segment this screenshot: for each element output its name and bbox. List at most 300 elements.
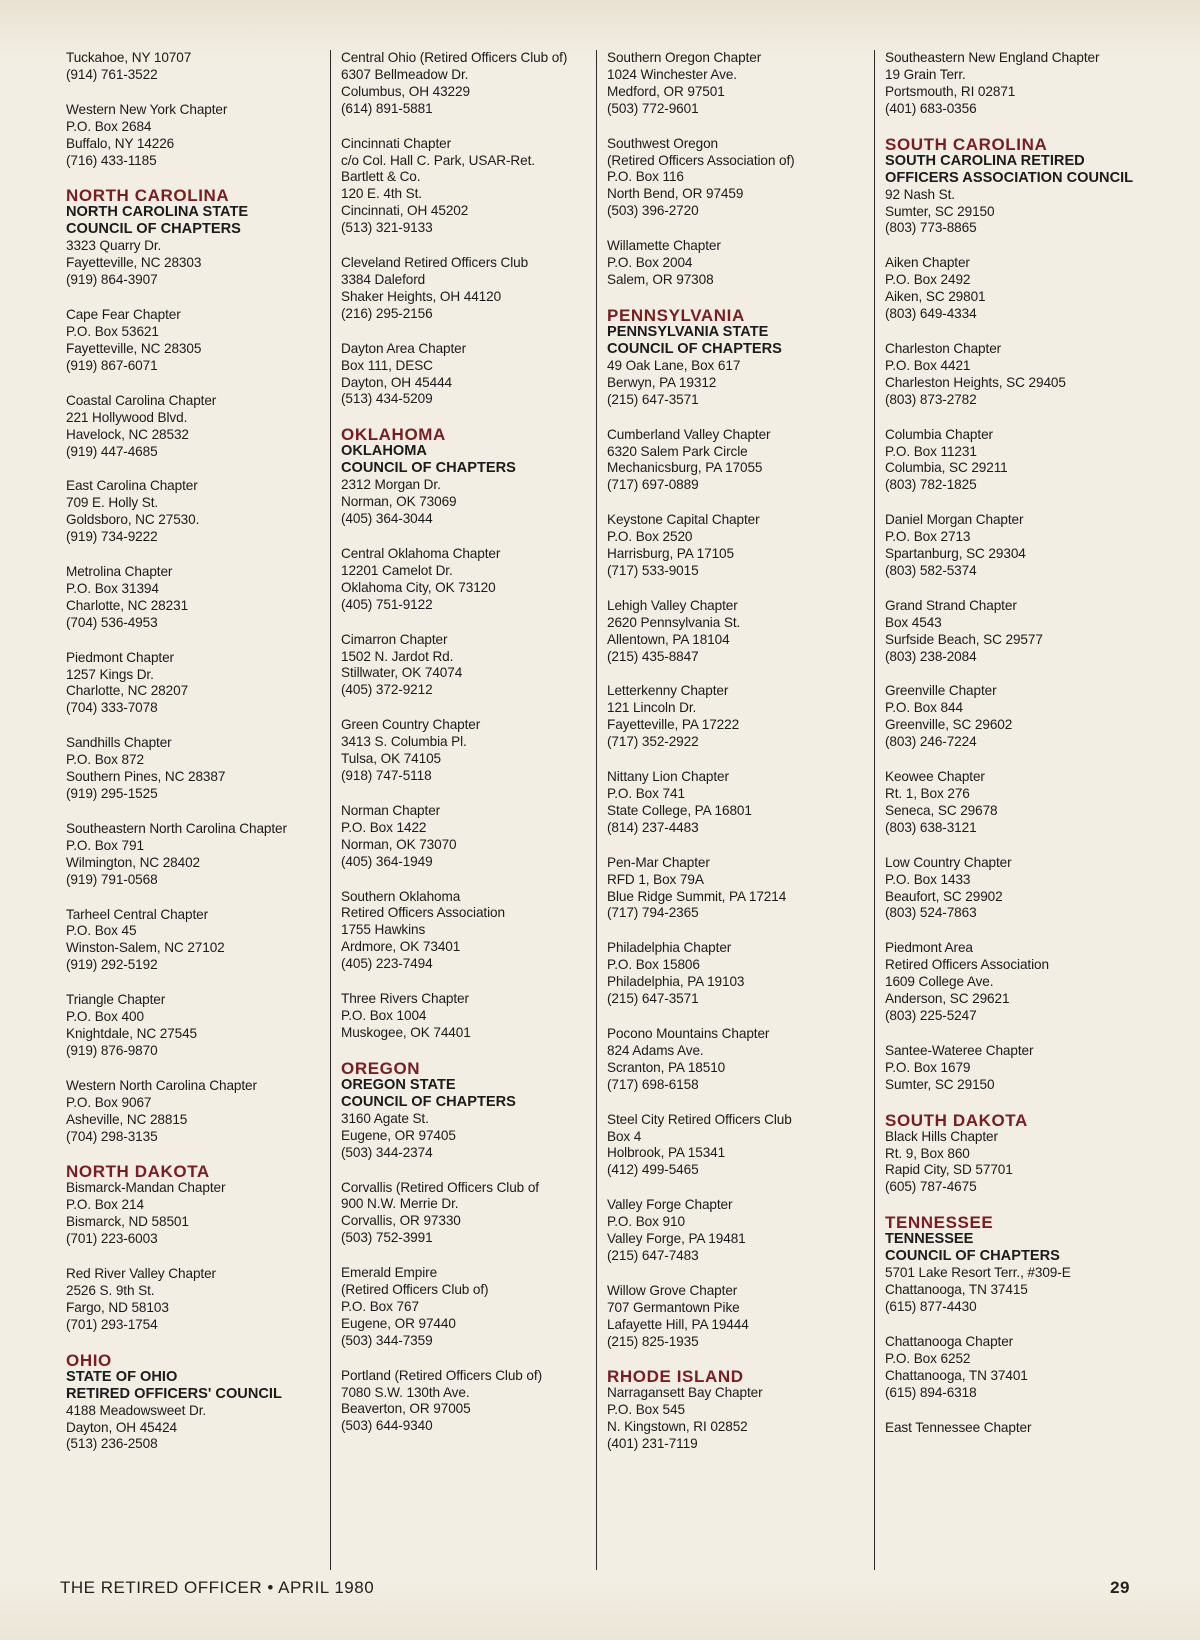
address-line: (503) 644-9340 xyxy=(341,1418,433,1434)
address-line: (405) 364-1949 xyxy=(341,853,433,869)
address-line: Fargo, ND 58103 xyxy=(66,1299,169,1315)
address-line: Bismarck-Mandan Chapter xyxy=(66,1180,226,1196)
address-line: Rt. 1, Box 276 xyxy=(885,786,970,801)
directory-column-2 xyxy=(330,50,592,1570)
address-line: (803) 524-7863 xyxy=(885,905,977,921)
address-line: 2526 S. 9th St. xyxy=(66,1282,155,1298)
chapter-entry xyxy=(885,512,1166,580)
address-line: 5701 Lake Resort Terr., #309-E xyxy=(885,1265,1071,1281)
address-line: Emerald Empire xyxy=(341,1265,438,1281)
state-heading: RHODE ISLAND xyxy=(607,1367,744,1387)
address-line: Lehigh Valley Chapter xyxy=(607,597,738,613)
address-line: 707 Germantown Pike xyxy=(607,1299,740,1315)
council-name-line: COUNCIL OF CHAPTERS xyxy=(341,460,516,477)
address-line: Shaker Heights, OH 44120 xyxy=(341,288,502,304)
address-line: (914) 761-3522 xyxy=(66,66,158,82)
address-line: 1755 Hawkins xyxy=(341,922,426,938)
address-line: Valley Forge, PA 19481 xyxy=(607,1231,746,1247)
address-line: Low Country Chapter xyxy=(885,854,1012,870)
address-line: (803) 246-7224 xyxy=(885,734,977,750)
address-line: Valley Forge Chapter xyxy=(607,1197,733,1213)
state-heading: OHIO xyxy=(66,1350,112,1370)
address-line: Bartlett & Co. xyxy=(341,169,421,185)
address-line: (513) 321-9133 xyxy=(341,220,433,236)
chapter-entry xyxy=(607,512,858,580)
address-line: Pocono Mountains Chapter xyxy=(607,1025,770,1041)
address-line: Metrolina Chapter xyxy=(66,564,173,580)
state-section xyxy=(66,1163,326,1248)
address-line: 2312 Morgan Dr. xyxy=(341,477,441,493)
chapter-entry xyxy=(66,650,326,718)
address-line: (405) 364-3044 xyxy=(341,511,433,527)
address-line: (919) 734-9222 xyxy=(66,529,158,545)
address-line: P.O. Box 214 xyxy=(66,1197,144,1213)
address-line: Narragansett Bay Chapter xyxy=(607,1385,763,1401)
chapter-entry xyxy=(607,50,858,118)
address-line: Dayton, OH 45444 xyxy=(341,374,452,390)
address-line: Ardmore, OK 73401 xyxy=(341,939,461,955)
address-line: (605) 787-4675 xyxy=(885,1179,977,1195)
address-line: (803) 638-3121 xyxy=(885,819,977,835)
chapter-entry xyxy=(341,546,592,614)
address-line: (919) 864-3907 xyxy=(66,272,158,288)
address-line: (503) 396-2720 xyxy=(607,203,699,219)
address-line: N. Kingstown, RI 02852 xyxy=(607,1419,748,1435)
publication-title: THE RETIRED OFFICER • APRIL 1980 xyxy=(60,1578,375,1597)
address-line: 4188 Meadowsweet Dr. xyxy=(66,1402,207,1418)
address-line: Keystone Capital Chapter xyxy=(607,512,760,528)
chapter-entry xyxy=(341,991,592,1042)
address-line: RFD 1, Box 79A xyxy=(607,871,704,887)
address-line: Pen-Mar Chapter xyxy=(607,854,710,870)
address-line: 120 E. 4th St. xyxy=(341,186,422,202)
address-line: P.O. Box 4421 xyxy=(885,357,971,373)
address-line: (704) 298-3135 xyxy=(66,1128,158,1144)
address-line: 6307 Bellmeadow Dr. xyxy=(341,66,469,82)
address-line: 121 Lincoln Dr. xyxy=(607,700,697,716)
chapter-entry xyxy=(66,307,326,375)
address-line: Medford, OR 97501 xyxy=(607,83,725,99)
address-line: P.O. Box 9067 xyxy=(66,1094,152,1110)
address-line: (918) 747-5118 xyxy=(341,768,432,783)
address-line: East Carolina Chapter xyxy=(66,478,198,494)
address-line: (717) 698-6158 xyxy=(607,1076,699,1092)
address-line: Cincinnati, OH 45202 xyxy=(341,203,469,219)
council-name-line: RETIRED OFFICERS' COUNCIL xyxy=(66,1385,282,1402)
address-line: Triangle Chapter xyxy=(66,992,166,1008)
chapter-entry xyxy=(341,1368,592,1436)
chapter-entry xyxy=(66,393,326,461)
chapter-entry xyxy=(885,769,1166,837)
address-line: (412) 499-5465 xyxy=(607,1162,699,1178)
address-line: 221 Hollywood Blvd. xyxy=(66,409,188,425)
chapter-entry xyxy=(66,478,326,546)
address-line: Asheville, NC 28815 xyxy=(66,1111,188,1127)
address-line: P.O. Box 53621 xyxy=(66,324,159,340)
chapter-entry xyxy=(885,940,1166,1025)
address-line: Norman, OK 73069 xyxy=(341,494,457,510)
address-line: Winston-Salem, NC 27102 xyxy=(66,940,225,956)
address-line: Tuckahoe, NY 10707 xyxy=(66,50,192,65)
address-line: Spartanburg, SC 29304 xyxy=(885,546,1026,562)
address-line: Anderson, SC 29621 xyxy=(885,991,1010,1007)
address-line: (803) 649-4334 xyxy=(885,306,977,322)
address-line: Southeastern New England Chapter xyxy=(885,50,1100,65)
address-line: P.O. Box 844 xyxy=(885,700,963,716)
chapter-entry xyxy=(607,1197,858,1265)
address-line: (803) 238-2084 xyxy=(885,648,977,664)
chapter-entry xyxy=(341,136,592,237)
address-line: Holbrook, PA 15341 xyxy=(607,1145,726,1161)
address-line: Western New York Chapter xyxy=(66,101,228,117)
state-section xyxy=(607,1368,858,1453)
address-line: (701) 223-6003 xyxy=(66,1231,158,1247)
council-name-line: COUNCIL OF CHAPTERS xyxy=(885,1248,1060,1265)
chapter-entry xyxy=(66,735,326,803)
address-line: P.O. Box 400 xyxy=(66,1009,144,1025)
address-line: (615) 877-4430 xyxy=(885,1299,977,1315)
address-line: Muskogee, OK 74401 xyxy=(341,1024,471,1040)
address-line: P.O. Box 910 xyxy=(607,1214,685,1230)
address-line: 1502 N. Jardot Rd. xyxy=(341,648,454,664)
address-line: (919) 791-0568 xyxy=(66,871,158,887)
chapter-entry xyxy=(607,940,858,1008)
address-line: Greenville, SC 29602 xyxy=(885,717,1013,733)
chapter-entry xyxy=(66,102,326,170)
address-line: Buffalo, NY 14226 xyxy=(66,135,175,151)
chapter-entry xyxy=(66,907,326,975)
address-line: (405) 223-7494 xyxy=(341,956,433,972)
address-line: P.O. Box 741 xyxy=(607,786,685,801)
state-section xyxy=(607,307,858,409)
address-line: (503) 344-7359 xyxy=(341,1332,433,1348)
address-line: Berwyn, PA 19312 xyxy=(607,374,717,390)
address-line: (803) 773-8865 xyxy=(885,220,977,236)
address-line: Retired Officers Association xyxy=(341,905,505,921)
council-name-line: SOUTH CAROLINA RETIRED xyxy=(885,152,1085,169)
state-heading: NORTH DAKOTA xyxy=(66,1162,210,1182)
address-line: Cumberland Valley Chapter xyxy=(607,426,771,442)
address-line: P.O. Box 872 xyxy=(66,752,144,768)
address-line: P.O. Box 1433 xyxy=(885,871,971,887)
address-line: Columbus, OH 43229 xyxy=(341,83,470,99)
address-line: Aiken, SC 29801 xyxy=(885,289,986,305)
chapter-entry xyxy=(341,1265,592,1350)
address-line: Rapid City, SD 57701 xyxy=(885,1162,1013,1178)
state-section xyxy=(66,1352,326,1454)
address-line: Keowee Chapter xyxy=(885,769,985,785)
address-line: Stillwater, OK 74074 xyxy=(341,665,463,681)
address-line: Letterkenny Chapter xyxy=(607,683,729,699)
address-line: (717) 533-9015 xyxy=(607,562,699,578)
address-line: Willow Grove Chapter xyxy=(607,1282,738,1298)
address-line: 7080 S.W. 130th Ave. xyxy=(341,1384,470,1400)
address-line: (919) 876-9870 xyxy=(66,1042,158,1058)
address-line: P.O. Box 45 xyxy=(66,923,137,939)
chapter-entry xyxy=(66,992,326,1060)
address-line: (704) 333-7078 xyxy=(66,700,158,716)
address-line: (919) 295-1525 xyxy=(66,786,158,801)
address-line: Fayetteville, PA 17222 xyxy=(607,717,740,733)
state-heading: OREGON xyxy=(341,1058,421,1078)
address-line: P.O. Box 6252 xyxy=(885,1350,971,1366)
chapter-entry xyxy=(607,683,858,751)
address-line: (717) 794-2365 xyxy=(607,905,699,921)
chapter-entry xyxy=(607,427,858,495)
council-name-line: OFFICERS ASSOCIATION COUNCIL xyxy=(885,169,1134,186)
chapter-entry xyxy=(341,889,592,974)
address-line: Central Oklahoma Chapter xyxy=(341,546,501,562)
address-line: Tarheel Central Chapter xyxy=(66,906,209,922)
address-line: Columbia, SC 29211 xyxy=(885,460,1008,476)
address-line: (615) 894-6318 xyxy=(885,1384,977,1400)
address-line: Box 111, DESC xyxy=(341,357,433,373)
state-section xyxy=(341,426,592,528)
address-line: Southern Oregon Chapter xyxy=(607,50,762,65)
state-section xyxy=(885,1214,1166,1316)
address-line: Cleveland Retired Officers Club xyxy=(341,255,529,271)
address-line: 709 E. Holly St. xyxy=(66,495,159,511)
address-line: Rt. 9, Box 860 xyxy=(885,1145,970,1161)
address-line: Eugene, OR 97405 xyxy=(341,1127,456,1143)
state-section xyxy=(66,187,326,289)
address-line: Southern Pines, NC 28387 xyxy=(66,769,226,785)
address-line: (716) 433-1185 xyxy=(66,152,157,168)
chapter-entry xyxy=(341,717,592,785)
address-line: Sandhills Chapter xyxy=(66,735,172,751)
address-line: Three Rivers Chapter xyxy=(341,991,469,1007)
address-line: East Tennessee Chapter xyxy=(885,1419,1032,1435)
address-line: Salem, OR 97308 xyxy=(607,271,714,287)
address-line: 3384 Daleford xyxy=(341,271,426,287)
address-line: Coastal Carolina Chapter xyxy=(66,392,217,408)
chapter-entry xyxy=(885,1420,1166,1437)
address-line: P.O. Box 791 xyxy=(66,837,144,853)
address-line: 92 Nash St. xyxy=(885,186,955,202)
address-line: Allentown, PA 18104 xyxy=(607,631,730,647)
address-line: 1257 Kings Dr. xyxy=(66,666,154,682)
chapter-entry xyxy=(341,632,592,700)
address-line: Harrisburg, PA 17105 xyxy=(607,546,734,562)
address-line: Black Hills Chapter xyxy=(885,1128,998,1144)
council-name xyxy=(885,153,1166,187)
council-name-line: COUNCIL OF CHAPTERS xyxy=(66,221,241,238)
address-line: 49 Oak Lane, Box 617 xyxy=(607,357,741,373)
state-heading: OKLAHOMA xyxy=(341,425,446,445)
address-line: Knightdale, NC 27545 xyxy=(66,1025,198,1041)
chapter-entry xyxy=(607,136,858,221)
address-line: Beaverton, OR 97005 xyxy=(341,1401,471,1417)
chapter-entry xyxy=(607,238,858,289)
address-line: (919) 292-5192 xyxy=(66,957,158,973)
address-line: Charleston Chapter xyxy=(885,340,1002,356)
address-line: Seneca, SC 29678 xyxy=(885,802,998,818)
address-line: 824 Adams Ave. xyxy=(607,1042,704,1058)
address-line: P.O. Box 767 xyxy=(341,1298,419,1314)
address-line: Tulsa, OK 74105 xyxy=(341,751,442,767)
address-line: Southeastern North Carolina Chapter xyxy=(66,820,287,836)
address-line: Cape Fear Chapter xyxy=(66,307,181,323)
address-line: (215) 647-7483 xyxy=(607,1247,699,1263)
address-line: Philadelphia, PA 19103 xyxy=(607,974,745,990)
address-line: Havelock, NC 28532 xyxy=(66,426,189,442)
address-line: P.O. Box 2684 xyxy=(66,118,152,134)
address-line: 3160 Agate St. xyxy=(341,1110,429,1126)
address-line: P.O. Box 116 xyxy=(607,169,684,185)
address-line: P.O. Box 1679 xyxy=(885,1059,971,1075)
address-line: (919) 867-6071 xyxy=(66,357,158,373)
address-line: Western North Carolina Chapter xyxy=(66,1077,257,1093)
council-name xyxy=(341,1077,592,1111)
address-line: (215) 825-1935 xyxy=(607,1333,699,1349)
page-number: 29 xyxy=(1110,1578,1130,1597)
address-line: Portsmouth, RI 02871 xyxy=(885,83,1016,99)
state-heading: PENNSYLVANIA xyxy=(607,305,745,325)
chapter-entry xyxy=(607,598,858,666)
address-line: Piedmont Chapter xyxy=(66,649,174,665)
address-line: Lafayette Hill, PA 19444 xyxy=(607,1316,749,1332)
address-line: (814) 237-4483 xyxy=(607,819,699,835)
chapter-entry xyxy=(885,1334,1166,1402)
chapter-entry xyxy=(607,1026,858,1094)
chapter-entry xyxy=(341,341,592,409)
address-line: Santee-Wateree Chapter xyxy=(885,1042,1034,1058)
council-name xyxy=(885,1231,1166,1265)
address-line: Charleston Heights, SC 29405 xyxy=(885,374,1066,390)
council-name xyxy=(341,443,592,477)
state-heading: SOUTH CAROLINA xyxy=(885,134,1048,154)
address-line: (803) 225-5247 xyxy=(885,1007,977,1023)
address-line: P.O. Box 1004 xyxy=(341,1007,427,1023)
address-line: Central Ohio (Retired Officers Club of) xyxy=(341,50,568,65)
address-line: Daniel Morgan Chapter xyxy=(885,512,1024,528)
state-heading: TENNESSEE xyxy=(885,1213,994,1233)
address-line: Nittany Lion Chapter xyxy=(607,769,729,785)
chapter-entry xyxy=(341,1180,592,1248)
address-line: Charlotte, NC 28207 xyxy=(66,683,189,699)
address-line: (717) 697-0889 xyxy=(607,477,699,493)
address-line: Southern Oklahoma xyxy=(341,888,461,904)
address-line: Grand Strand Chapter xyxy=(885,597,1017,613)
address-line: Red River Valley Chapter xyxy=(66,1266,216,1282)
state-section xyxy=(885,1112,1166,1197)
address-line: (919) 447-4685 xyxy=(66,443,158,459)
address-line: 6320 Salem Park Circle xyxy=(607,443,748,459)
council-name-line: PENNSYLVANIA STATE xyxy=(607,323,769,340)
address-line: c/o Col. Hall C. Park, USAR-Ret. xyxy=(341,152,535,168)
address-line: Aiken Chapter xyxy=(885,255,970,271)
address-line: P.O. Box 31394 xyxy=(66,580,159,596)
council-name-line: STATE OF OHIO xyxy=(66,1368,178,1385)
address-line: Chattanooga, TN 37401 xyxy=(885,1367,1028,1383)
chapter-entry xyxy=(66,1078,326,1146)
chapter-entry xyxy=(885,598,1166,666)
chapter-entry xyxy=(885,341,1166,409)
address-line: Bismarck, ND 58501 xyxy=(66,1214,189,1230)
address-line: Corvallis, OR 97330 xyxy=(341,1213,461,1229)
address-line: 1024 Winchester Ave. xyxy=(607,66,737,82)
address-line: Sumter, SC 29150 xyxy=(885,203,995,219)
address-line: Corvallis (Retired Officers Club of xyxy=(341,1179,539,1195)
chapter-entry xyxy=(66,564,326,632)
council-name-line: TENNESSEE xyxy=(885,1231,974,1248)
address-line: 19 Grain Terr. xyxy=(885,66,966,82)
address-line: P.O. Box 11231 xyxy=(885,443,977,459)
address-line: Chattanooga Chapter xyxy=(885,1333,1014,1349)
chapter-entry xyxy=(607,855,858,923)
address-line: (Retired Officers Club of) xyxy=(341,1282,489,1298)
state-heading: NORTH CAROLINA xyxy=(66,186,230,206)
address-line: (215) 647-3571 xyxy=(607,391,699,407)
address-line: Green Country Chapter xyxy=(341,717,481,733)
address-line: Charlotte, NC 28231 xyxy=(66,597,189,613)
chapter-entry xyxy=(885,1043,1166,1094)
address-line: (803) 873-2782 xyxy=(885,391,977,407)
address-line: (503) 772-9601 xyxy=(607,100,699,116)
council-name-line: COUNCIL OF CHAPTERS xyxy=(341,1093,516,1110)
address-line: (215) 435-8847 xyxy=(607,648,699,664)
directory-column-3 xyxy=(596,50,858,1570)
council-name-line: OREGON STATE xyxy=(341,1076,456,1093)
address-line: P.O. Box 1422 xyxy=(341,819,427,835)
council-name xyxy=(66,204,326,238)
state-heading: SOUTH DAKOTA xyxy=(885,1110,1028,1130)
chapter-entry xyxy=(885,427,1166,495)
address-line: Oklahoma City, OK 73120 xyxy=(341,579,496,595)
address-line: 3323 Quarry Dr. xyxy=(66,238,162,254)
address-line: P.O. Box 2492 xyxy=(885,272,971,288)
address-line: Mechanicsburg, PA 17055 xyxy=(607,460,763,476)
address-line: 1609 College Ave. xyxy=(885,974,994,990)
chapter-entry xyxy=(885,855,1166,923)
address-line: 2620 Pennsylvania St. xyxy=(607,614,741,630)
address-line: Philadelphia Chapter xyxy=(607,940,732,956)
address-line: Chattanooga, TN 37415 xyxy=(885,1282,1028,1298)
address-line: Box 4 xyxy=(607,1128,642,1144)
address-line: (503) 344-2374 xyxy=(341,1144,433,1160)
address-line: Steel City Retired Officers Club xyxy=(607,1111,792,1127)
address-line: Norman, OK 73070 xyxy=(341,836,457,852)
chapter-entry xyxy=(607,1112,858,1180)
address-line: (614) 891-5881 xyxy=(341,100,433,116)
address-line: (503) 752-3991 xyxy=(341,1230,433,1246)
address-line: State College, PA 16801 xyxy=(607,802,752,818)
chapter-entry xyxy=(66,50,326,84)
council-name-line: OKLAHOMA xyxy=(341,443,427,460)
address-line: (401) 683-0356 xyxy=(885,100,977,116)
directory-columns xyxy=(66,50,1166,1570)
address-line: Greenville Chapter xyxy=(885,683,997,699)
address-line: P.O. Box 2713 xyxy=(885,529,971,545)
address-line: (513) 236-2508 xyxy=(66,1436,158,1452)
address-line: P.O. Box 2004 xyxy=(607,255,693,271)
address-line: Sumter, SC 29150 xyxy=(885,1076,995,1092)
address-line: Scranton, PA 18510 xyxy=(607,1059,726,1075)
address-line: (405) 372-9212 xyxy=(341,682,433,698)
council-name xyxy=(607,324,858,358)
address-line: P.O. Box 15806 xyxy=(607,957,700,973)
address-line: (704) 536-4953 xyxy=(66,614,158,630)
address-line: Goldsboro, NC 27530. xyxy=(66,512,200,528)
address-line: (701) 293-1754 xyxy=(66,1316,158,1332)
address-line: Beaufort, SC 29902 xyxy=(885,888,1003,904)
address-line: (803) 582-5374 xyxy=(885,562,977,578)
address-line: Surfside Beach, SC 29577 xyxy=(885,631,1043,647)
address-line: (405) 751-9122 xyxy=(341,596,433,612)
address-line: Willamette Chapter xyxy=(607,238,721,254)
directory-column-1 xyxy=(66,50,326,1570)
council-name xyxy=(66,1369,326,1403)
